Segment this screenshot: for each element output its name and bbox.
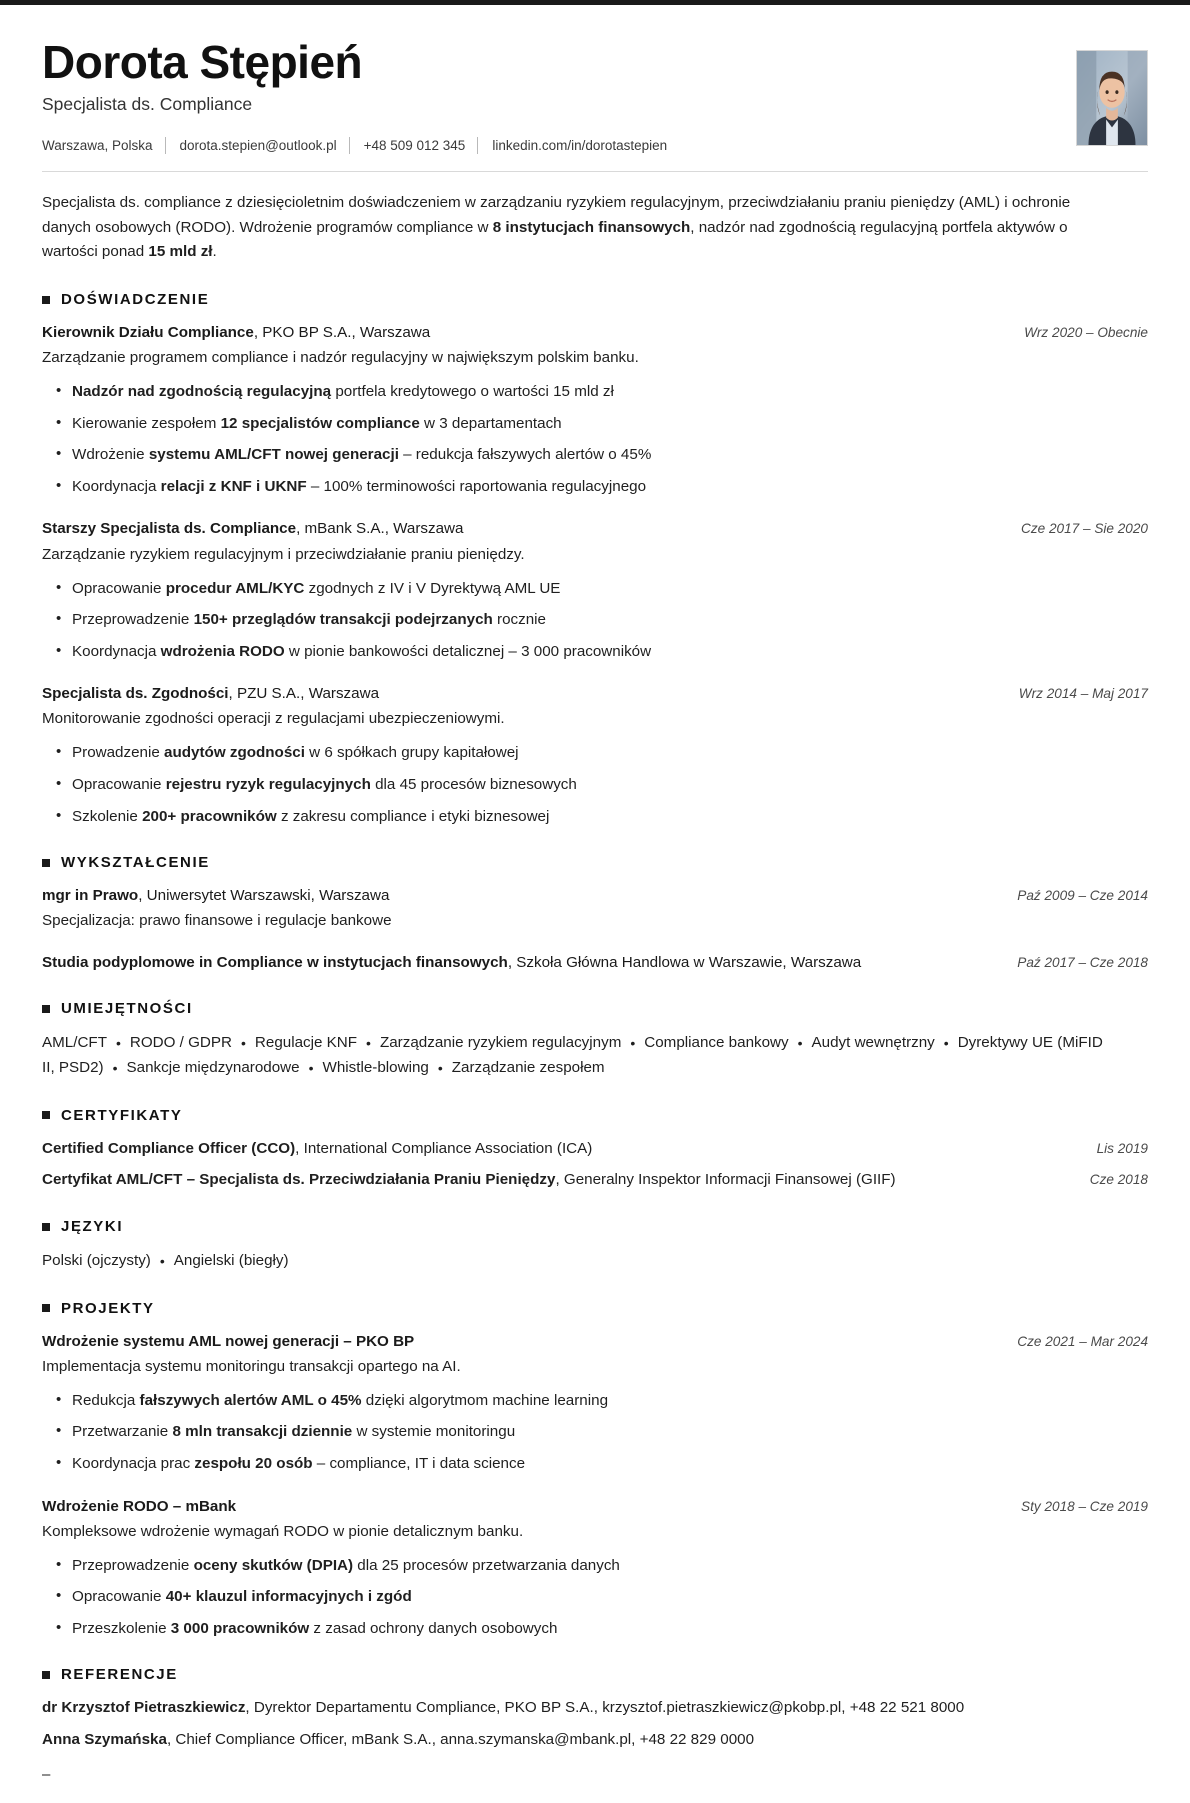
education-degree: mgr in Prawo (42, 887, 139, 905)
job-title (42, 518, 1003, 540)
project-bullets (42, 1554, 1148, 1641)
contact-location: Warszawa, Polska (42, 137, 153, 153)
reference-row (42, 1697, 1148, 1720)
education-degree: Studia podyplomowe in Compliance w instytucjach finansowych (42, 954, 508, 972)
bullet-text-bold: wdrożenia RODO (160, 642, 285, 660)
certificate-issuer: , Generalny Inspektor Informacji Finansowej (GIIF) (555, 1171, 896, 1189)
section-heading-experience (42, 291, 1148, 308)
reference-text (42, 1697, 1148, 1720)
experience-list (42, 322, 1148, 828)
bullet-text-post: – 100% terminowości raportowania regulacyjnego (306, 477, 647, 495)
certificate-name: Certified Compliance Officer (CCO) (42, 1139, 296, 1157)
bullet-item (72, 608, 1148, 632)
bullet-text-bold: 40+ klauzul informacyjnych i zgód (165, 1588, 412, 1606)
section-heading-references (42, 1666, 1148, 1683)
bullet-item (72, 1420, 1148, 1444)
section-experience (42, 291, 1148, 828)
bullet-text-post: w 3 departamentach (419, 414, 562, 432)
bullet-text-post: w 6 spółkach grupy kapitałowej (304, 744, 519, 762)
bullet-item (72, 577, 1148, 601)
language-item: Polski (ojczysty) (42, 1252, 151, 1270)
job-title (42, 322, 1006, 344)
education-list (42, 885, 1148, 974)
project-entry (42, 1496, 1148, 1641)
contact-linkedin[interactable]: linkedin.com/in/dorotastepien (492, 137, 668, 153)
bullet-item (72, 1554, 1148, 1578)
section-heading-label: PROJEKTY (61, 1299, 155, 1317)
bullet-item (72, 805, 1148, 829)
bullet-text-post: – compliance, IT i data science (312, 1454, 526, 1472)
education-date: Paź 2009 – Cze 2014 (1017, 888, 1148, 904)
project-bullets (42, 1389, 1148, 1476)
certificate-row (42, 1169, 1148, 1192)
summary-bold-1: 8 instytucjach finansowych (492, 218, 691, 236)
bullet-text-bold: procedur AML/KYC (165, 579, 305, 597)
education-degree-line (42, 952, 999, 974)
certificate-issuer: , International Compliance Association (ICA) (295, 1139, 593, 1157)
bullet-text-pre: Opracowanie (72, 1588, 166, 1606)
skill-item: Sankcje międzynarodowe (126, 1058, 300, 1076)
section-heading-languages (42, 1218, 1148, 1235)
education-school: , Szkoła Główna Handlowa w Warszawie, Warszawa (507, 954, 862, 972)
bullet-text-bold: systemu AML/CFT nowej generacji (148, 446, 399, 464)
bullet-square-icon (42, 1223, 50, 1231)
bullet-text-bold: relacji z KNF i UKNF (160, 477, 307, 495)
section-heading-label: JĘZYKI (61, 1218, 124, 1236)
experience-entry (42, 683, 1148, 828)
bullet-text-bold: oceny skutków (DPIA) (193, 1556, 354, 1574)
skill-separator-icon: • (630, 1034, 636, 1051)
bullet-text-pre: Opracowanie (72, 579, 166, 597)
bullet-text-pre: Szkolenie (72, 807, 143, 825)
entry-header (42, 322, 1148, 344)
bullet-text-post: dzięki algorytmom machine learning (361, 1391, 609, 1409)
page-title: Dorota Stępień (42, 36, 363, 88)
bullet-item (72, 1452, 1148, 1476)
footer-dash: – (42, 1765, 51, 1783)
bullet-text-pre: Koordynacja (72, 477, 161, 495)
summary-part-3: . (212, 243, 217, 261)
section-certificates (42, 1107, 1148, 1193)
project-description: Kompleksowe wdrożenie wymagań RODO w pionie detalicznym banku. (42, 1522, 524, 1540)
section-heading-label: WYKSZTAŁCENIE (61, 854, 210, 872)
bullet-item (72, 741, 1148, 765)
education-school: , Uniwersytet Warszawski, Warszawa (138, 887, 390, 905)
bullet-text-bold: zespołu 20 osób (194, 1454, 313, 1472)
reference-name: dr Krzysztof Pietraszkiewicz (42, 1699, 246, 1717)
languages-list (42, 1249, 1107, 1274)
section-languages (42, 1218, 1148, 1274)
bullet-text-post: dla 45 procesów biznesowych (370, 775, 577, 793)
education-description: Specjalizacja: prawo finansowe i regulacje bankowe (42, 912, 392, 930)
reference-name: Anna Szymańska (42, 1731, 167, 1749)
bullet-text-bold: 3 000 pracowników (170, 1619, 310, 1637)
education-entry (42, 952, 1148, 974)
bullet-text-post: z zakresu compliance i etyki biznesowej (276, 807, 550, 825)
skill-separator-icon: • (115, 1034, 121, 1051)
education-date: Paź 2017 – Cze 2018 (1017, 955, 1148, 971)
bullet-text-post: dla 25 procesów przetwarzania danych (353, 1556, 620, 1574)
header-text-block (42, 38, 1056, 154)
bullet-text-pre: Przeprowadzenie (72, 1556, 194, 1574)
bullet-text-bold: 150+ przeglądów transakcji podejrzanych (193, 611, 493, 629)
entry-header (42, 1331, 1148, 1353)
skill-separator-icon: • (437, 1059, 443, 1076)
job-description: Zarządzanie ryzykiem regulacyjnym i przeciwdziałanie praniu pieniędzy. (42, 545, 525, 563)
bullet-text-pre: Kierowanie zespołem (72, 414, 221, 432)
skill-item: Compliance bankowy (644, 1034, 789, 1052)
project-title: Wdrożenie systemu AML nowej generacji – PKO BP (42, 1332, 415, 1350)
bullet-square-icon (42, 1005, 50, 1013)
bullet-text-pre: Wdrożenie (72, 446, 149, 464)
reference-text (42, 1729, 1148, 1752)
bullet-text-pre: Przeszkolenie (72, 1619, 171, 1637)
job-date: Cze 2017 – Sie 2020 (1021, 521, 1148, 537)
bullet-text-pre: Prowadzenie (72, 744, 165, 762)
summary-part-2: , nadzór nad zgodnością regulacyjną portfela aktywów o wartości ponad (42, 218, 1068, 261)
bullet-text-post: z zasad ochrony danych osobowych (309, 1619, 558, 1637)
skill-item: AML/CFT (42, 1034, 107, 1052)
bullet-text-pre: Opracowanie (72, 775, 166, 793)
bullet-text-post: zgodnych z IV i V Dyrektywą AML UE (304, 579, 561, 597)
bullet-text-post: – redukcja fałszywych alertów o 45% (398, 446, 652, 464)
certificate-text (42, 1169, 1072, 1192)
summary-part-1: Specjalista ds. compliance z dziesięcioletnim doświadczeniem w zarządzaniu ryzykiem regulacyjnym, przeciwdziałaniu praniu pieniędzy (AML) i ochronie danych osobowych (RODO). Wdrożenie programów compliance w (42, 194, 1071, 236)
contact-divider-icon (477, 137, 478, 154)
section-education (42, 854, 1148, 974)
job-company: , mBank S.A., Warszawa (296, 520, 464, 538)
section-heading-label: REFERENCJE (61, 1666, 178, 1684)
project-title-line (42, 1331, 999, 1353)
section-heading-education (42, 854, 1148, 871)
skill-item: Regulacje KNF (254, 1034, 358, 1052)
skill-item: Zarządzanie ryzykiem regulacyjnym (379, 1034, 622, 1052)
bullet-text-pre: Koordynacja prac (72, 1454, 195, 1472)
job-title (42, 683, 1001, 705)
section-heading-certificates (42, 1107, 1148, 1124)
avatar-illustration (1077, 51, 1147, 145)
bullet-item (72, 443, 1148, 467)
bullet-item (72, 380, 1148, 404)
header-divider (42, 171, 1148, 172)
job-date: Wrz 2020 – Obecnie (1024, 325, 1148, 341)
reference-row (42, 1729, 1148, 1752)
skill-separator-icon: • (308, 1059, 314, 1076)
contact-phone[interactable]: +48 509 012 345 (363, 137, 466, 153)
certificate-text (42, 1138, 1079, 1161)
job-role: Starszy Specjalista ds. Compliance (42, 520, 297, 538)
project-title-line (42, 1496, 1003, 1518)
bullet-text-bold: Nadzór nad zgodnością regulacyjną (72, 383, 332, 401)
project-date: Cze 2021 – Mar 2024 (1017, 1333, 1148, 1349)
bullet-item (72, 475, 1148, 499)
section-heading-label: DOŚWIADCZENIE (61, 291, 210, 309)
contact-divider-icon (165, 137, 166, 154)
project-date: Sty 2018 – Cze 2019 (1021, 1498, 1148, 1514)
job-date: Wrz 2014 – Maj 2017 (1018, 686, 1148, 702)
bullet-text-post: portfela kredytowego o wartości 15 mld zł (331, 383, 614, 401)
skill-item: Dyrektywy UE (MiFID II, PSD2) (42, 1034, 1103, 1076)
entry-header (42, 952, 1148, 974)
job-bullets (42, 741, 1148, 828)
skill-item: Whistle-blowing (322, 1058, 429, 1076)
project-description: Implementacja systemu monitoringu transakcji opartego na AI. (42, 1357, 461, 1375)
skill-item: RODO / GDPR (129, 1034, 232, 1052)
certificate-date: Lis 2019 (1096, 1140, 1148, 1156)
reference-details: , Dyrektor Departamentu Compliance, PKO BP S.A., krzysztof.pietraszkiewicz@pkobp.pl, +48 22 521 8000 (245, 1699, 965, 1717)
job-description: Monitorowanie zgodności operacji z regulacjami ubezpieczeniowymi. (42, 710, 505, 728)
projects-list (42, 1331, 1148, 1641)
section-projects (42, 1300, 1148, 1641)
reference-details: , Chief Compliance Officer, mBank S.A., anna.szymanska@mbank.pl, +48 22 829 0000 (166, 1731, 755, 1749)
bullet-text-bold: audytów zgodności (164, 744, 305, 762)
bullet-text-pre: Koordynacja (72, 642, 161, 660)
skill-separator-icon: • (112, 1059, 118, 1076)
certificate-name: Certyfikat AML/CFT – Specjalista ds. Przeciwdziałania Praniu Pieniędzy (42, 1171, 556, 1189)
contact-email[interactable]: dorota.stepien@outlook.pl (179, 137, 337, 153)
job-bullets (42, 577, 1148, 664)
job-bullets (42, 380, 1148, 498)
bullet-item (72, 773, 1148, 797)
certificate-row (42, 1138, 1148, 1161)
language-item: Angielski (biegły) (173, 1252, 289, 1270)
section-heading-skills (42, 1000, 1148, 1017)
entry-header (42, 683, 1148, 705)
bullet-text-pre: Redukcja (72, 1391, 140, 1409)
bullet-item (72, 412, 1148, 436)
skill-item: Zarządzanie zespołem (451, 1058, 605, 1076)
section-heading-label: UMIEJĘTNOŚCI (61, 1000, 193, 1018)
skill-separator-icon: • (943, 1034, 949, 1051)
experience-entry (42, 322, 1148, 498)
certificate-date: Cze 2018 (1089, 1172, 1148, 1188)
avatar (1076, 50, 1148, 146)
language-separator-icon: • (159, 1252, 165, 1269)
section-heading-projects (42, 1300, 1148, 1317)
experience-entry (42, 518, 1148, 663)
project-entry (42, 1331, 1148, 1476)
contact-divider-icon (349, 137, 350, 154)
entry-header (42, 1496, 1148, 1518)
skill-item: Audyt wewnętrzny (811, 1034, 935, 1052)
top-accent-bar (0, 0, 1190, 5)
bullet-square-icon (42, 296, 50, 304)
project-title: Wdrożenie RODO – mBank (42, 1497, 237, 1515)
bullet-item (72, 1585, 1148, 1609)
job-description: Zarządzanie programem compliance i nadzór regulacyjny w największym polskim banku. (42, 349, 639, 367)
bullet-square-icon (42, 859, 50, 867)
bullet-item (72, 1389, 1148, 1413)
skill-separator-icon: • (797, 1034, 803, 1051)
resume-header (42, 30, 1148, 154)
bullet-text-post: w systemie monitoringu (352, 1423, 516, 1441)
job-company: , PKO BP S.A., Warszawa (253, 324, 431, 342)
job-role: Kierownik Działu Compliance (42, 324, 254, 342)
education-degree-line (42, 885, 999, 907)
job-role: Specjalista ds. Zgodności (42, 685, 229, 703)
bullet-square-icon (42, 1671, 50, 1679)
section-skills (42, 1000, 1148, 1080)
skills-list (42, 1031, 1107, 1080)
contact-row (42, 137, 1056, 155)
bullet-item (72, 640, 1148, 664)
references-list (42, 1697, 1148, 1752)
bullet-text-bold: 12 specjalistów compliance (220, 414, 420, 432)
entry-header (42, 518, 1148, 540)
bullet-item (72, 1617, 1148, 1641)
bullet-square-icon (42, 1304, 50, 1312)
bullet-text-pre: Przeprowadzenie (72, 611, 194, 629)
summary-bold-2: 15 mld zł (148, 243, 213, 261)
section-references (42, 1666, 1148, 1783)
bullet-square-icon (42, 1111, 50, 1119)
certificates-list (42, 1138, 1148, 1193)
section-heading-label: CERTYFIKATY (61, 1106, 183, 1124)
bullet-text-post: rocznie (492, 611, 546, 629)
skill-separator-icon: • (366, 1034, 371, 1051)
skill-separator-icon: • (241, 1034, 246, 1051)
job-headline: Specjalista ds. Compliance (42, 93, 253, 114)
job-company: , PZU S.A., Warszawa (228, 685, 380, 703)
summary-paragraph (42, 191, 1107, 265)
bullet-text-pre: Przetwarzanie (72, 1423, 173, 1441)
bullet-text-bold: rejestru ryzyk regulacyjnych (165, 775, 371, 793)
entry-header (42, 885, 1148, 907)
education-entry (42, 885, 1148, 932)
bullet-text-post: w pionie bankowości detalicznej – 3 000 pracowników (284, 642, 652, 660)
bullet-text-bold: 8 mln transakcji dziennie (172, 1423, 353, 1441)
bullet-text-bold: 200+ pracowników (142, 807, 277, 825)
bullet-text-bold: fałszywych alertów AML o 45% (139, 1391, 362, 1409)
